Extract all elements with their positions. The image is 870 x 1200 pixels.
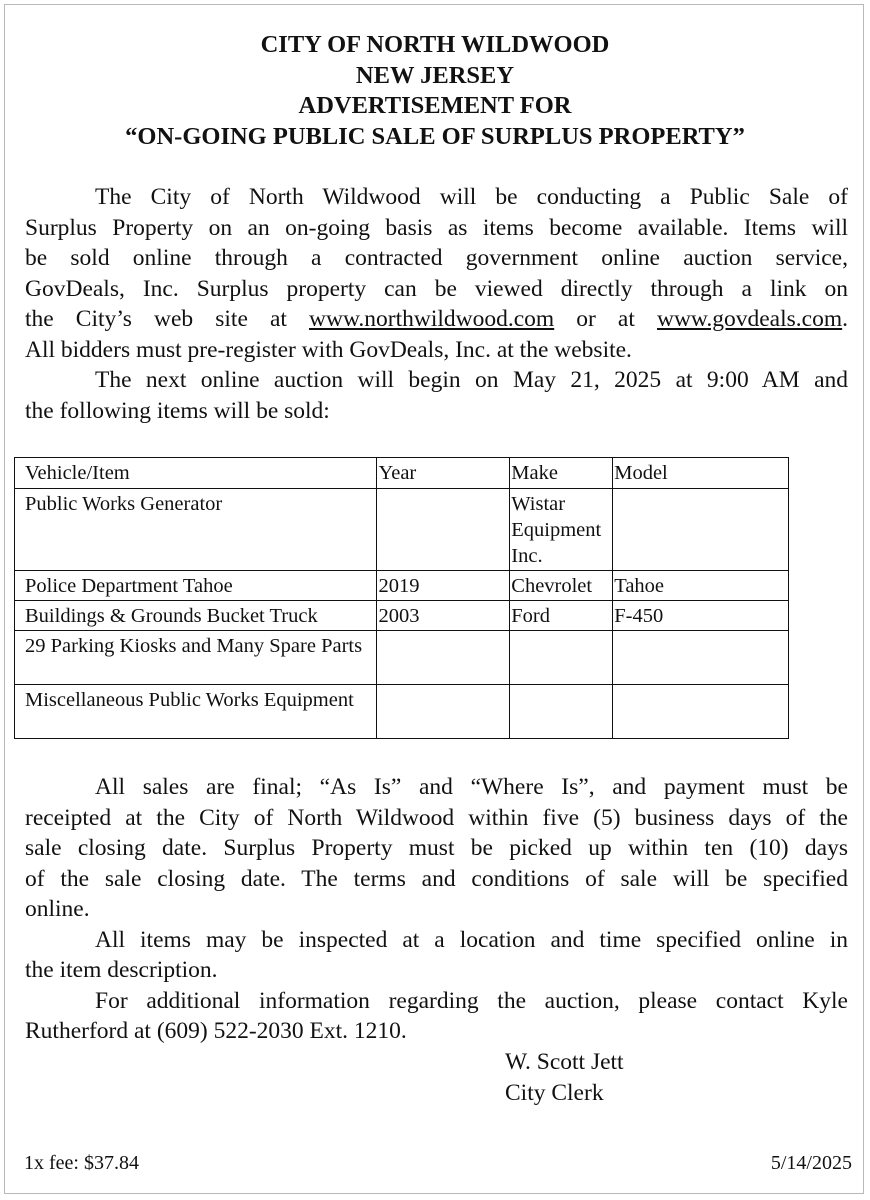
intro-text-1: The City of North Wildwood will be conducting a Public Sale of: [95, 184, 848, 210]
table-row: [15, 489, 789, 571]
cell-make: Chevrolet: [510, 571, 613, 601]
cell-year: [377, 631, 510, 685]
cell-item: Buildings & Grounds Bucket Truck: [15, 601, 377, 631]
intro-line: GovDeals, Inc. Surplus property can be viewed directly through a link on: [25, 275, 848, 302]
terms-line: sale closing date. Surplus Property must be picked up within ten (10) days: [25, 835, 848, 861]
cell-item: Public Works Generator: [15, 489, 377, 571]
title-line-2: NEW JERSEY: [355, 61, 515, 89]
cell-item: Police Department Tahoe: [15, 571, 377, 601]
terms-line: online.: [25, 896, 90, 922]
header-model: Model: [613, 458, 789, 489]
terms-line: of the sale closing date. The terms and conditions of sale will be specified: [25, 865, 848, 892]
terms-text-1: All sales are final; “As Is” and “Where Is”, and payment must be: [95, 774, 848, 800]
table-row: [15, 685, 789, 739]
cell-model: Tahoe: [613, 571, 789, 601]
title-line-4: “ON-GOING PUBLIC SALE OF SURPLUS PROPERTY”: [125, 122, 745, 150]
intro-line: All bidders must pre-register with GovDeals, Inc. at the website.: [25, 336, 632, 363]
terms-line: [25, 772, 848, 803]
table-row: [15, 601, 789, 631]
intro-line: Surplus Property on an on-going basis as items become available. Items will: [25, 214, 848, 241]
header-make: Make: [510, 458, 613, 489]
fee-text: 1x fee: $37.84: [24, 1152, 139, 1174]
terms-line: the item description.: [25, 957, 218, 983]
northwildwood-link[interactable]: www.northwildwood.com: [309, 306, 555, 332]
cell-item: 29 Parking Kiosks and Many Spare Parts: [15, 631, 377, 685]
cell-model: [613, 685, 789, 739]
table-row: [15, 571, 789, 601]
cell-year: 2019: [377, 571, 510, 601]
terms-text-6: All items may be inspected at a location and time specified online in: [95, 926, 848, 953]
intro-paragraph: [25, 182, 848, 426]
intro-line: [25, 182, 848, 213]
intro-text-7: The next online auction will begin on May 21, 2025 at 9:00 AM and: [95, 367, 848, 393]
header-year: Year: [377, 458, 510, 489]
cell-year: 2003: [377, 601, 510, 631]
cell-make: [510, 631, 613, 685]
cell-make: [510, 685, 613, 739]
table-header-row: [15, 458, 789, 489]
govdeals-link[interactable]: www.govdeals.com: [656, 306, 843, 332]
items-table: [14, 457, 789, 739]
intro-text-5c: .: [842, 306, 848, 332]
terms-line: [25, 986, 848, 1017]
terms-paragraph: [25, 772, 848, 1047]
notice-title: [0, 30, 870, 152]
table-row: [15, 631, 789, 685]
intro-text-5a: the City’s web site at: [25, 306, 287, 332]
title-line-1: CITY OF NORTH WILDWOOD: [260, 31, 610, 58]
terms-line: Rutherford at (609) 522-2030 Ext. 1210.: [25, 1018, 407, 1044]
title-line-3: ADVERTISEMENT FOR: [298, 92, 572, 119]
cell-model: F-450: [613, 601, 789, 631]
publication-date: 5/14/2025: [770, 1152, 852, 1174]
cell-make: Ford: [510, 601, 613, 631]
intro-line: [25, 304, 848, 335]
cell-year: [377, 685, 510, 739]
signature-title: City Clerk: [505, 1080, 604, 1106]
intro-line: be sold online through a contracted government online auction service,: [25, 245, 848, 271]
terms-line: [25, 925, 848, 956]
cell-year: [377, 489, 510, 571]
intro-line: the following items will be sold:: [25, 397, 330, 424]
cell-item: Miscellaneous Public Works Equipment: [15, 685, 377, 739]
intro-line: [25, 365, 848, 396]
terms-line: receipted at the City of North Wildwood within five (5) business days of the: [25, 804, 848, 831]
signature-name: W. Scott Jett: [505, 1049, 624, 1075]
intro-text-5b: or at: [576, 306, 635, 332]
header-vehicle-item: Vehicle/Item: [15, 458, 377, 489]
cell-make: Wistar Equipment Inc.: [510, 489, 613, 571]
terms-text-8: For additional information regarding the auction, please contact Kyle: [95, 987, 848, 1014]
cell-model: [613, 489, 789, 571]
cell-model: [613, 631, 789, 685]
